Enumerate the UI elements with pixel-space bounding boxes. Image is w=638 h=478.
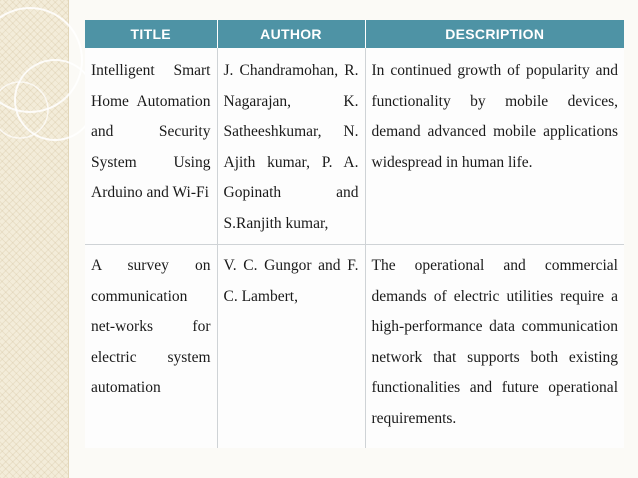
literature-table (85, 20, 624, 448)
title-text: Intelligent Smart Home Automation and Security System Using Arduino and Wi-Fi (91, 62, 211, 201)
cell-title (85, 245, 217, 449)
header-author: AUTHOR (217, 20, 365, 48)
table-row (85, 245, 624, 449)
cell-author (217, 245, 365, 449)
decorative-side-band (0, 0, 69, 478)
description-text: In continued growth of popularity and functionality by mobile devices, demand advanced mobile applications widespread in human life. (371, 62, 618, 171)
cell-description (365, 48, 624, 245)
author-text: J. Chandramohan, R. Nagarajan, K. Satheeshkumar, N. Ajith kumar, P. A. Gopinath and S.Ranjith kumar, (223, 62, 359, 232)
cell-title (85, 48, 217, 245)
title-text: A survey on communication net-works for electric system automation (91, 257, 211, 396)
literature-table-container (85, 20, 624, 448)
table-header-row (85, 20, 624, 48)
table-row (85, 48, 624, 245)
header-title: TITLE (85, 20, 217, 48)
description-text: The operational and commercial demands of electric utilities require a high-performance data communication network that supports both existing functionalities and future operational requirements. (371, 257, 618, 427)
author-text: V. C. Gungor and F. C. Lambert, (223, 257, 359, 305)
cell-description (365, 245, 624, 449)
header-description: DESCRIPTION (365, 20, 624, 48)
cell-author (217, 48, 365, 245)
